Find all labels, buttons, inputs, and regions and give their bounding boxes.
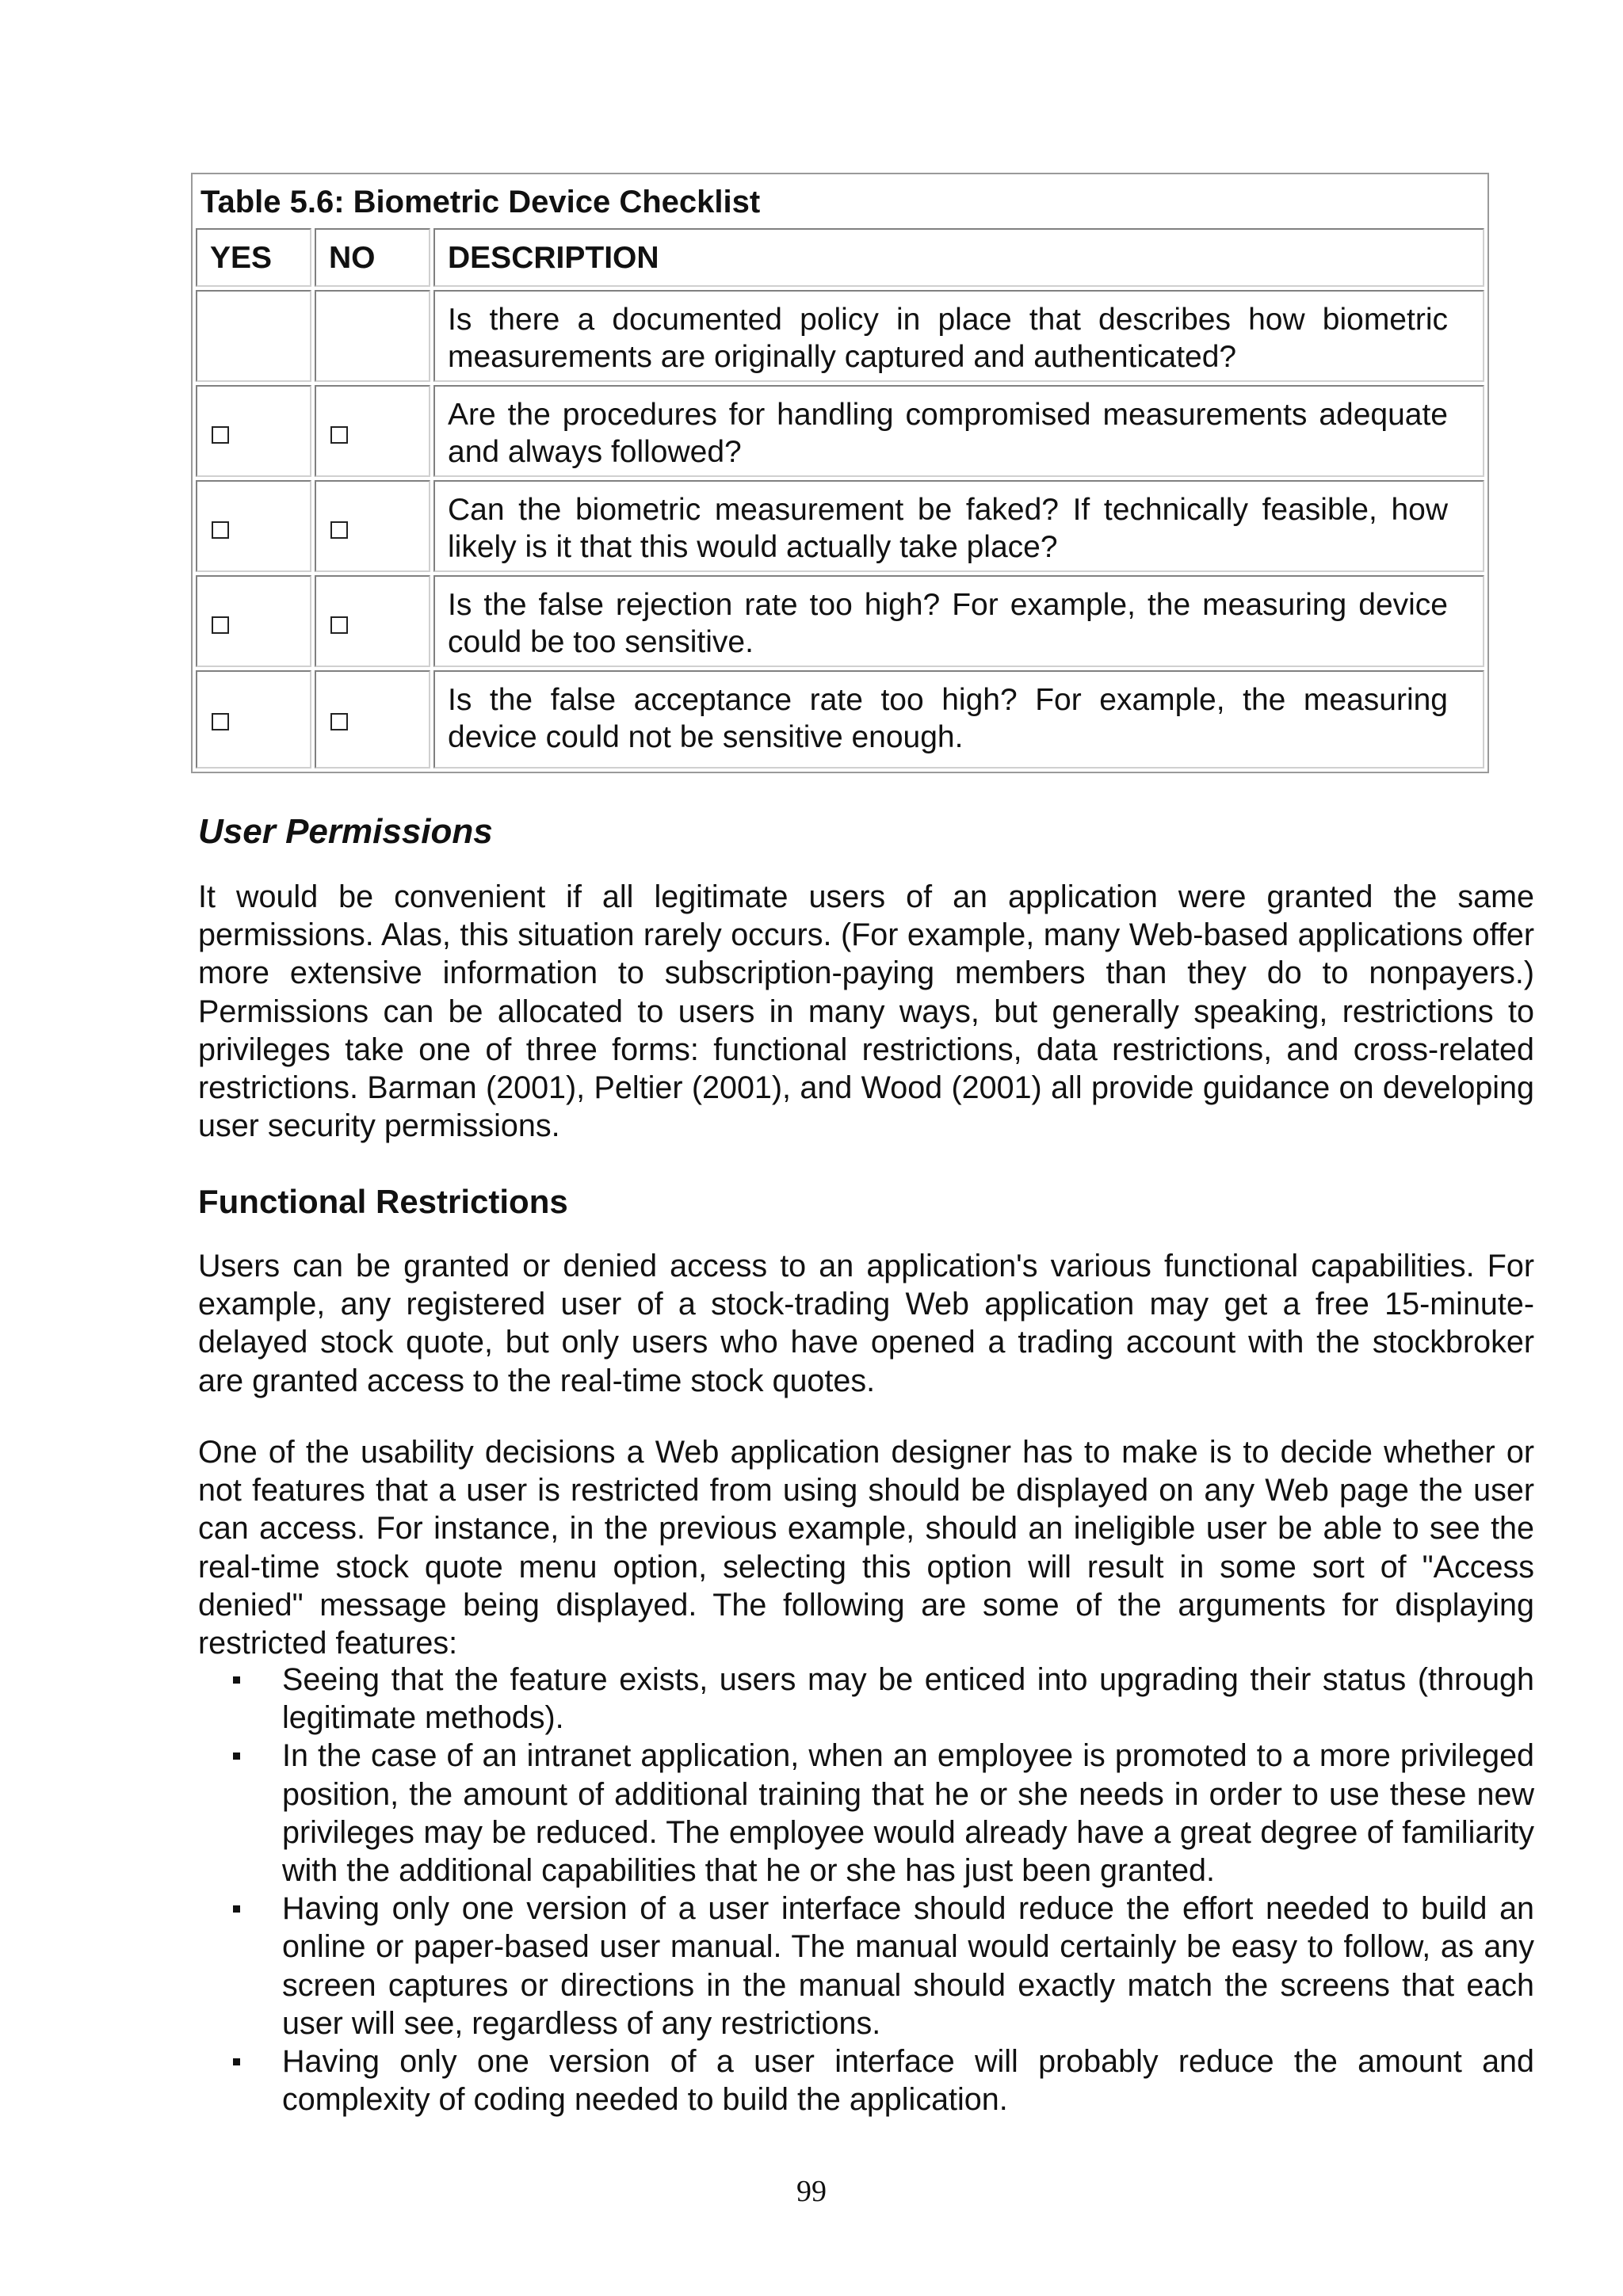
yes-checkbox[interactable]: [212, 521, 229, 539]
list-item: [198, 2042, 1534, 2119]
list-item: [198, 1661, 1534, 1737]
page-number: 99: [796, 2175, 827, 2208]
row2-no-cell: [315, 385, 430, 477]
row4-description: Is the false rejection rate too high? For example, the measuring device could be too sensitive.: [433, 575, 1484, 667]
bullet-text: Seeing that the feature exists, users may be enticed into upgrading their status (through legitimate methods).: [282, 1662, 1534, 1736]
no-checkbox[interactable]: [330, 616, 348, 634]
no-checkbox[interactable]: [330, 426, 348, 444]
list-item: [198, 1890, 1534, 2042]
bullet-square-icon: [233, 2058, 240, 2065]
row3-no-cell: [315, 480, 430, 572]
list-item: [198, 1737, 1534, 1890]
row1-no-cell: [315, 290, 430, 382]
yes-checkbox[interactable]: [212, 616, 229, 634]
yes-checkbox[interactable]: [212, 713, 229, 730]
biometric-checklist-table: [191, 173, 1489, 773]
bullet-text: Having only one version of a user interface will probably reduce the amount and complexity of coding needed to build the application.: [282, 2044, 1534, 2118]
no-checkbox[interactable]: [330, 713, 348, 730]
user-permissions-paragraph: It would be convenient if all legitimate users of an application were granted the same permissions. Alas, this situation rarely occurs. (For example, many Web-based applications offer more extensive information to subscription-paying members than they do to nonpayers.) Permissions can be allocated to users in many ways, but generally speaking, restrictions to privileges take one of three forms: functional restrictions, data restrictions, and cross-related restrictions. Barman (2001), Peltier (2001), and Wood (2001) all provide guidance on developing user security permissions.: [198, 879, 1534, 1144]
row2-description: Are the procedures for handling compromised measurements adequate and always followed?: [433, 385, 1484, 477]
row5-description: Is the false acceptance rate too high? For example, the measuring device could not be sensitive enough.: [433, 670, 1484, 769]
functional-restrictions-paragraph-2: One of the usability decisions a Web application designer has to make is to decide whether or not features that a user is restricted from using should be displayed on any Web page the user can access. For instance, in the previous example, should an ineligible user be able to see the real-time stock quote menu option, selecting this option will result in some sort of "Access denied" message being displayed. The following are some of the arguments for displaying restricted features:: [198, 1435, 1534, 1661]
row5-no-cell: [315, 670, 430, 769]
header-description: DESCRIPTION: [433, 228, 1484, 287]
row1-description: Is there a documented policy in place that describes how biometric measurements are originally captured and authenticated?: [433, 290, 1484, 382]
row4-yes-cell: [196, 575, 311, 667]
bullet-text: Having only one version of a user interface should reduce the effort needed to build an online or paper-based user manual. The manual would certainly be easy to follow, as any screen captures or directions in the manual should exactly match the screens that each user will see, regardless of any restrictions.: [282, 1891, 1534, 2041]
subsection-heading-functional-restrictions: Functional Restrictions: [198, 1183, 568, 1220]
row3-description: Can the biometric measurement be faked? If technically feasible, how likely is it that this would actually take place?: [433, 480, 1484, 572]
row1-yes-cell: [196, 290, 311, 382]
bullet-text: In the case of an intranet application, when an employee is promoted to a more privileged position, the amount of additional training that he or she needs in order to use these new privileges may be reduced. The employee would already have a great degree of familiarity with the additional capabilities that he or she has just been granted.: [282, 1738, 1534, 1889]
yes-checkbox[interactable]: [212, 426, 229, 444]
header-yes: YES: [196, 228, 311, 287]
header-no: NO: [315, 228, 430, 287]
row3-yes-cell: [196, 480, 311, 572]
no-checkbox[interactable]: [330, 521, 348, 539]
bullet-square-icon: [233, 1753, 240, 1760]
bullet-square-icon: [233, 1905, 240, 1913]
section-heading-user-permissions: User Permissions: [198, 812, 493, 851]
table-caption: Table 5.6: Biometric Device Checklist: [200, 185, 761, 219]
row4-no-cell: [315, 575, 430, 667]
bullet-square-icon: [233, 1676, 240, 1684]
row5-yes-cell: [196, 670, 311, 769]
functional-restrictions-paragraph-1: Users can be granted or denied access to an application's various functional capabilities. For example, any registered user of a stock-trading Web application may get a free 15-minute-delayed stock quote, but only users who have opened a trading account with the stockbroker are granted access to the real-time stock quotes.: [198, 1249, 1534, 1398]
row2-yes-cell: [196, 385, 311, 477]
restricted-features-arguments-list: [198, 1661, 1534, 2119]
